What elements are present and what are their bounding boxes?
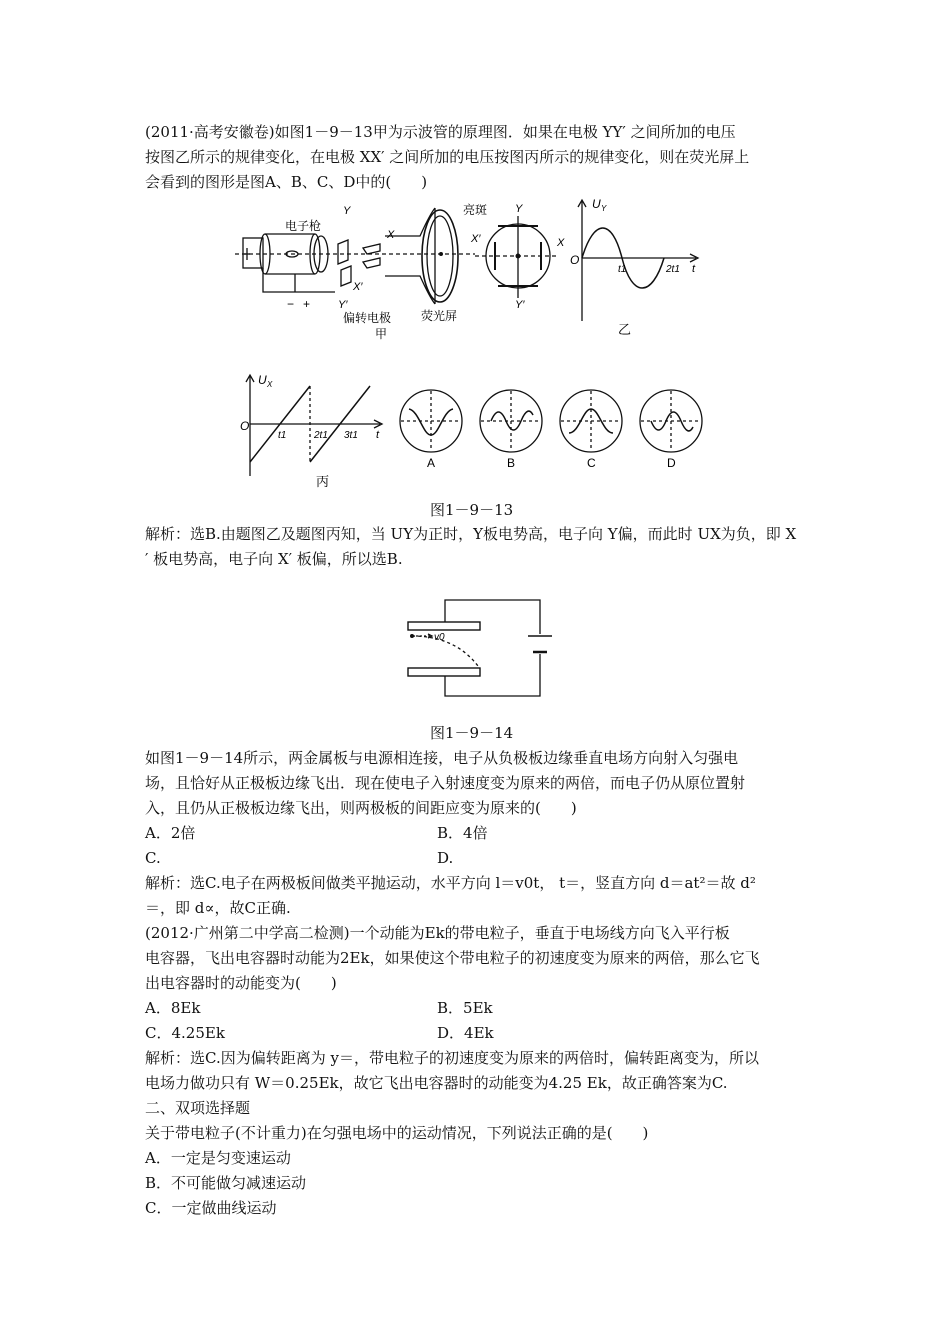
ux-tick-3t1: 3t1 [344, 430, 358, 441]
q3-option-d: D．4Ek [437, 1024, 494, 1042]
label-plus: + [303, 297, 311, 311]
q2-option-b: B．4倍 [437, 824, 488, 842]
ux-graph [240, 372, 390, 492]
ux-axis-sub: X [267, 380, 273, 389]
label-y-top: Y [343, 205, 351, 217]
uy-axis-sub: Y [601, 204, 607, 213]
ux-axis-t: t [376, 429, 380, 441]
q1-analysis-2: ′ 板电势高，电子向 X′ 板偏，所以选B. [145, 550, 403, 568]
option-a-label: A [427, 456, 436, 470]
q3-analysis-2: 电场力做功只有 W＝0.25Ek，故它飞出电容器时的动能变为4.25 Ek，故正确答案为C. [145, 1074, 728, 1092]
option-d-screen [640, 390, 702, 452]
label-yi: 乙 [618, 322, 632, 337]
option-screens [395, 385, 745, 475]
q3-option-c: C．4.25Ek [145, 1024, 225, 1042]
ux-origin: O [240, 419, 250, 433]
q2-option-c: C. [145, 849, 161, 867]
label-x-top: X [387, 229, 395, 241]
q3-option-b: B．5Ek [437, 999, 493, 1017]
option-d-label: D [667, 456, 676, 470]
uy-axis-label: U [592, 197, 601, 211]
uy-tick-t1: t1 [618, 264, 627, 275]
q4-option-a: A．一定是匀变速运动 [145, 1149, 291, 1167]
q3-line-1: (2012·广州第二中学高二检测)一个动能为Ek的带电粒子，垂直于电场线方向飞入平行板 [145, 924, 730, 942]
q4-option-b: B．不可能做匀减速运动 [145, 1174, 307, 1192]
label-bing: 丙 [316, 474, 330, 489]
label-y-bottom: Y′ [338, 299, 348, 311]
q2-line-3: 入，且仍从正极板边缘飞出，则两极板的间距应变为原来的( ) [145, 799, 577, 817]
uy-graph [568, 196, 708, 346]
label-jia: 甲 [375, 327, 388, 341]
label-bright-spot: 亮斑 [463, 203, 488, 217]
option-a-screen [400, 390, 462, 452]
option-b-label: B [507, 456, 516, 470]
q2-line-2: 场，且恰好从正极板边缘飞出．现在使电子入射速度变为原来的两倍，而电子仍从原位置射 [145, 774, 746, 792]
option-c-label: C [587, 456, 596, 470]
q1-analysis-1: 解析：选B.由题图乙及题图丙知，当 UY为正时，Y板电势高，电子向 Y偏，而此时 UX为负，即 X [145, 525, 797, 543]
q3-analysis-1: 解析：选C.因为偏转距离为 y＝，带电粒子的初速度变为原来的两倍时，偏转距离变为，所以 [145, 1049, 759, 1067]
label-v0: v0 [434, 632, 445, 643]
label-electron-gun: 电子枪 [285, 219, 322, 233]
q2-option-a: A．2倍 [145, 824, 196, 842]
q2-option-d: D. [437, 849, 454, 867]
label-screen-yp: Y′ [515, 299, 525, 311]
uy-origin: O [570, 253, 580, 267]
option-b-screen [480, 390, 542, 452]
q2-analysis-2: ＝，即 d∝，故C正确. [145, 899, 291, 917]
label-deflector: 偏转电极 [343, 311, 392, 325]
label-minus: − [287, 297, 295, 311]
q4-option-c: C．一定做曲线运动 [145, 1199, 277, 1217]
option-c-screen [560, 390, 622, 452]
q2-line-1: 如图1－9－14所示，两金属板与电源相连接，电子从负极板边缘垂直电场方向射入匀强电 [145, 749, 739, 767]
figure-caption-14: 图1－9－14 [430, 724, 514, 742]
label-screen-y: Y [515, 203, 523, 215]
label-screen: 荧光屏 [421, 309, 458, 323]
uy-tick-2t1: 2t1 [666, 264, 680, 275]
crt-diagram [235, 196, 565, 346]
q3-option-a: A．8Ek [145, 999, 201, 1017]
q4-stem: 关于带电粒子(不计重力)在匀强电场中的运动情况，下列说法正确的是( ) [145, 1124, 649, 1142]
section-heading: 二、双项选择题 [145, 1099, 251, 1117]
uy-axis-t: t [692, 263, 696, 275]
ux-tick-t1: t1 [278, 430, 287, 441]
label-x-bottom: X′ [353, 281, 363, 293]
q1-line-1: (2011·高考安徽卷)如图1－9－13甲为示波管的原理图．如果在电极 YY′ 之间所加的电压 [145, 123, 736, 141]
q1-line-3: 会看到的图形是图A、B、C、D中的( ) [145, 173, 428, 191]
q3-line-3: 出电容器时的动能变为( ) [145, 974, 337, 992]
label-screen-xp: X′ [471, 233, 481, 245]
ux-tick-2t1: 2t1 [314, 430, 328, 441]
capacitor-diagram [400, 596, 560, 706]
q2-analysis-1: 解析：选C.电子在两极板间做类平抛运动，水平方向 l＝v0t， t＝，竖直方向 d＝at²＝故 d² [145, 874, 756, 892]
figure-caption-13: 图1－9－13 [430, 501, 514, 519]
q1-line-2: 按图乙所示的规律变化，在电极 XX′ 之间所加的电压按图丙所示的规律变化，则在荧光屏上 [145, 148, 750, 166]
q3-line-2: 电容器，飞出电容器时动能为2Ek，如果使这个带电粒子的初速度变为原来的两倍，那么它飞 [145, 949, 760, 967]
label-screen-x: X [557, 237, 565, 249]
ux-axis-label: U [258, 373, 267, 387]
